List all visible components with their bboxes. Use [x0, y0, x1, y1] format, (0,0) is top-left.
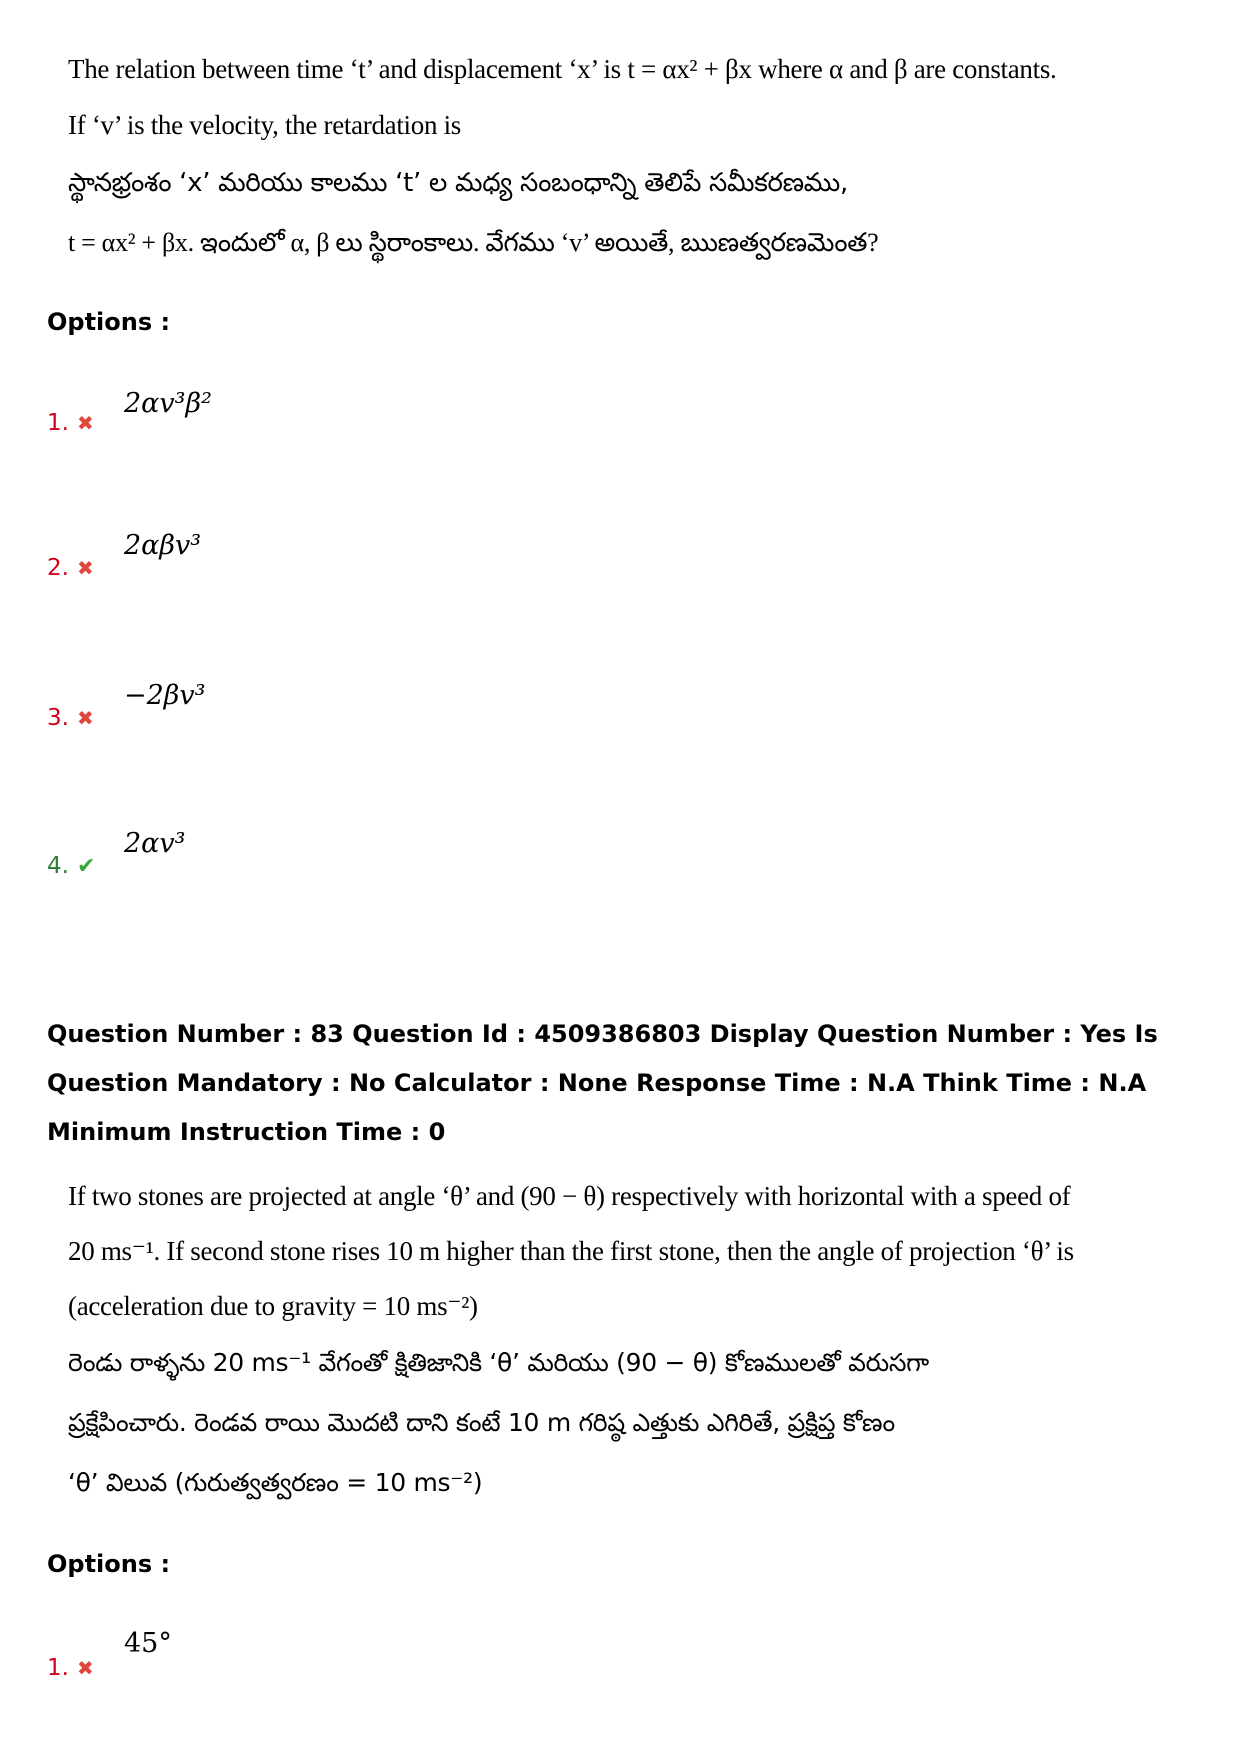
option-number: 2. — [47, 555, 69, 581]
option-row-2 — [47, 555, 94, 581]
question-text-line: If ‘v’ is the velocity, the retardation is — [68, 110, 462, 140]
option-number: 4. — [47, 853, 69, 879]
option-row-4 — [47, 853, 95, 879]
question-text-line: The relation between time ‘t’ and displacement ‘x’ is t = αx² + βx where α and β are constants. — [68, 54, 1057, 84]
question-text-line-telugu: స్థానభ్రంశం ‘x’ మరియు కాలము ‘t’ ల మధ్య సంబంధాన్ని తెలిపే సమీకరణము, — [68, 168, 848, 198]
cross-icon: ✖ — [76, 1656, 94, 1680]
cross-icon: ✖ — [76, 411, 94, 435]
question-text-line: 20 ms⁻¹. If second stone rises 10 m higher than the first stone, then the angle of projection ‘θ’ is — [68, 1236, 1074, 1266]
cross-icon: ✖ — [76, 556, 94, 580]
option-number: 3. — [47, 705, 69, 731]
option-number: 1. — [47, 410, 69, 436]
question-meta: Question Number : 83 Question Id : 4509386803 Display Question Number : Yes Is Question Mandatory : No Calculator : None Response Time : N.A Think Time : N.A Minimum Instruction Time : 0 — [47, 1020, 1158, 1146]
option-value: −2βv³ — [124, 680, 206, 711]
question-text-line: If two stones are projected at angle ‘θ’ and (90 − θ) respectively with horizontal with a speed of — [68, 1181, 1071, 1211]
options-label: Options : — [47, 308, 171, 336]
question-text-line-telugu: ‘θ’ విలువ (గురుత్వత్వరణం = 10 ms⁻²) — [68, 1468, 483, 1497]
question-text-line-telugu: t = αx² + βx. ఇందులో α, β లు స్థిరాంకాలు. వేగము ‘v’ అయితే, ఋణత్వరణమెంత? — [68, 228, 879, 257]
question-text-line: (acceleration due to gravity = 10 ms⁻²) — [68, 1291, 478, 1321]
option-value: 2αβv³ — [124, 530, 202, 561]
option-row-1 — [47, 410, 94, 436]
option-row-1 — [47, 1655, 94, 1681]
option-number: 1. — [47, 1655, 69, 1681]
cross-icon: ✖ — [76, 706, 94, 730]
question-text-line-telugu: ప్రక్షేపించారు. రెండవ రాయి మొదటి దాని కంటే 10 m గరిష్ఠ ఎత్తుకు ఎగిరితే, ప్రక్షిప్త కోణం — [68, 1408, 895, 1437]
option-value: 2αv³ — [124, 828, 186, 859]
options-label: Options : — [47, 1550, 171, 1578]
option-value: 2αv³β² — [124, 388, 212, 419]
question-text-line-telugu: రెండు రాళ్ళను 20 ms⁻¹ వేగంతో క్షితిజానికి ‘θ’ మరియు (90 − θ) కోణములతో వరుసగా — [68, 1348, 929, 1377]
option-row-3 — [47, 705, 94, 731]
check-icon: ✔ — [76, 854, 96, 879]
option-value: 45° — [124, 1628, 172, 1659]
